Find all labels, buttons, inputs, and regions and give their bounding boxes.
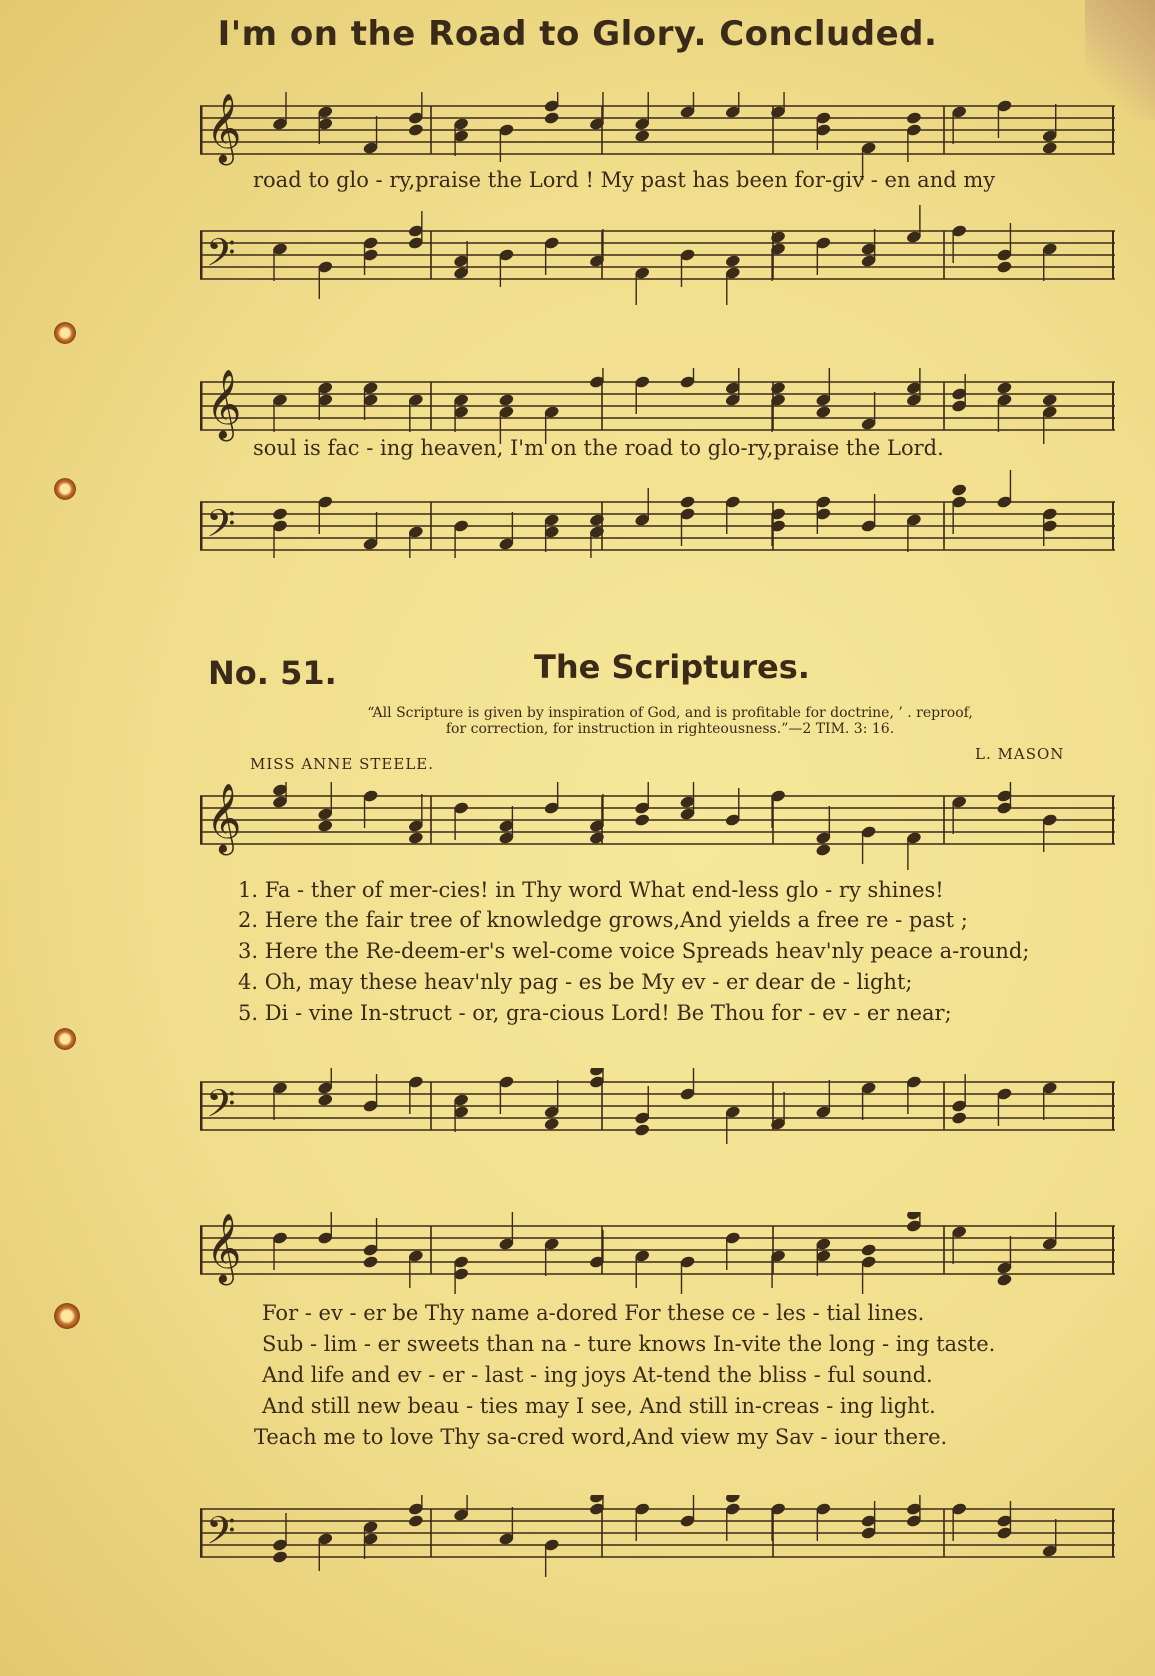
note-head [906, 111, 923, 125]
binding-hole [54, 478, 76, 500]
note-head [996, 260, 1013, 274]
note-head [317, 819, 334, 833]
note-head [634, 1123, 651, 1137]
music-system-1 [200, 92, 1120, 312]
note-head [317, 1093, 334, 1107]
note-head [1041, 141, 1058, 155]
hymn-title: The Scriptures. [534, 648, 810, 686]
note-head [1041, 393, 1058, 407]
music-system-4-treble [200, 1212, 1120, 1312]
treble-staff [200, 368, 1115, 444]
treble-clef-icon: 𝄞 [206, 783, 242, 853]
note-head [860, 1243, 877, 1257]
verse-line: 5. Di - vine In-struct - or, gra-cious Lord! Be Thou for - ev - er near; [238, 1001, 952, 1025]
verse-line: 3. Here the Re-deem-er's wel-come voice Spreads heav'nly peace a-round; [238, 939, 1030, 963]
lyrics-line: road to glo - ry,praise the Lord ! My past has been for-giv - en and my [253, 168, 996, 192]
bass-clef-icon: 𝄢 [206, 230, 236, 284]
note-head [362, 1255, 379, 1269]
note-head [996, 381, 1013, 395]
verse-line: 1. Fa - ther of mer-cies! in Thy word What end-less glo - ry shines! [238, 878, 944, 902]
binding-hole [54, 322, 76, 344]
note-head [272, 1550, 289, 1564]
note-head [724, 1495, 741, 1504]
song-title: I'm on the Road to Glory. Concluded. [217, 14, 938, 54]
bass-clef-icon: 𝄢 [206, 501, 236, 555]
bass-clef-icon: 𝄢 [206, 1081, 236, 1135]
lyrics-line: soul is fac - ing heaven, I'm on the road to glo-ry,praise the Lord. [253, 436, 944, 460]
scripture-quote-line: for correction, for instruction in righteousness.”—2 TIM. 3: 16. [445, 721, 895, 737]
note-head [543, 111, 560, 125]
note-head [634, 129, 651, 143]
bass-staff [200, 1068, 1115, 1144]
verse-line: 4. Oh, may these heav'nly pag - es be My ev - er dear de - light; [238, 970, 913, 994]
bass-staff [200, 205, 1115, 305]
note-head [408, 831, 425, 845]
author-credit: MISS ANNE STEELE. [250, 755, 434, 773]
note-head [408, 123, 425, 137]
music-system-2 [200, 368, 1120, 558]
music-system-4-bass [200, 1495, 1120, 1595]
note-head [951, 1111, 968, 1125]
note-head [815, 843, 832, 857]
binding-hole [54, 1303, 80, 1329]
hymn-number: No. 51. [208, 654, 337, 692]
note-head [996, 1273, 1013, 1287]
note-head [543, 1117, 560, 1131]
note-head [815, 405, 832, 419]
verse-line: 2. Here the fair tree of knowledge grows,And yields a free re - past ; [238, 908, 968, 932]
treble-clef-icon: 𝄞 [206, 93, 242, 163]
music-system-3-treble [200, 782, 1120, 882]
verse-line: And still new beau - ties may I see, And still in-creas - ing light. [262, 1394, 936, 1418]
verse-line: Teach me to love Thy sa-cred word,And view my Sav - iour there. [254, 1425, 948, 1449]
note-head [498, 393, 515, 407]
composer-credit: L. MASON [975, 745, 1065, 763]
scripture-quote-line: “All Scripture is given by inspiration of God, and is profitable for doctrine, ’ . reproof, [367, 705, 973, 721]
note-head [724, 254, 741, 268]
bass-staff [200, 1495, 1115, 1577]
note-head [272, 507, 289, 521]
verse-line: Sub - lim - er sweets than na - ture knows In-vite the long - ing taste. [262, 1332, 996, 1356]
binding-hole [54, 1028, 76, 1050]
treble-staff [200, 782, 1115, 870]
treble-staff [200, 92, 1115, 180]
treble-clef-icon: 𝄞 [206, 1213, 242, 1283]
note-head [679, 495, 696, 509]
treble-clef-icon: 𝄞 [206, 369, 242, 439]
note-head [951, 483, 968, 497]
bass-clef-icon: 𝄢 [206, 1508, 236, 1562]
bass-staff [200, 470, 1115, 558]
note-head [408, 1514, 425, 1528]
verse-line: For - ev - er be Thy name a-dored For these ce - les - tial lines. [262, 1301, 925, 1325]
verse-line: And life and ev - er - last - ing joys At-tend the bliss - ful sound. [262, 1363, 933, 1387]
treble-staff [200, 1212, 1115, 1294]
music-system-3-bass [200, 1068, 1120, 1168]
note-head [634, 813, 651, 827]
